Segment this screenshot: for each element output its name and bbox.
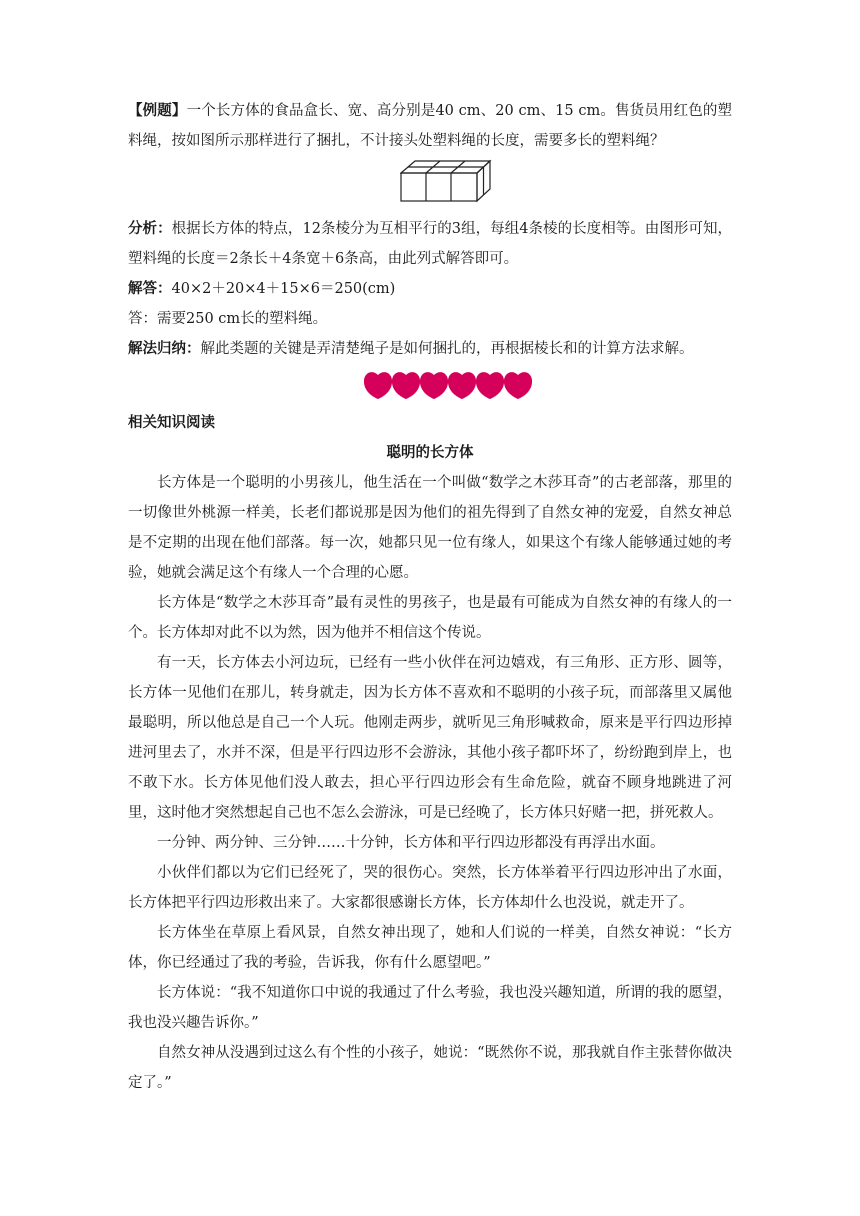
tied-box-diagram (400, 159, 492, 203)
method-label: 解法归纳： (128, 341, 201, 357)
solution (128, 274, 732, 304)
article-paragraph: 长方体坐在草原上看风景，自然女神出现了，她和人们说的一样美，自然女神说：“长方体，你已经通过了我的考验，告诉我，你有什么愿望吧。” (128, 925, 732, 971)
article-paragraph: 有一天，长方体去小河边玩，已经有一些小伙伴在河边嬉戏，有三角形、正方形、圆等，长方体一见他们在那儿，转身就走，因为长方体不喜欢和不聪明的小孩子玩，而部落里又属他最聪明，所以他总是自己一个人玩。他刚走两步，就听见三角形喊救命，原来是平行四边形掉进河里去了，水并不深，但是平行四边形不会游泳，其他小孩子都吓坏了，纷纷跑到岸上，也不敢下水。长方体见他们没人敢去，担心平行四边形会有生命危险，就奋不顾身地跳进了河里，这时他才突然想起自己也不怎么会游泳，可是已经晚了，长方体只好赌一把，拼死救人。 (128, 655, 732, 821)
heart-dot-icon (392, 372, 420, 399)
article-paragraph: 自然女神从没遇到过这么有个性的小孩子，她说：“既然你不说，那我就自作主张替你做决定了。” (128, 1045, 732, 1091)
method-summary (128, 334, 732, 364)
document-page (128, 96, 732, 1098)
heart-dot-icon (364, 372, 392, 399)
decorative-divider (128, 364, 732, 408)
solution-text: 40×2＋20×4＋15×6＝250(cm) (171, 281, 396, 297)
analysis-text: 根据长方体的特点，12条棱分为互相平行的3组，每组4条棱的长度相等。由图形可知，塑料绳的长度＝2条长＋4条宽＋6条高，由此列式解答即可。 (128, 221, 733, 267)
example-text: 一个长方体的食品盒长、宽、高分别是40 cm、20 cm、15 cm。售货员用红色的塑料绳，按如图所示那样进行了捆扎，不计接头处塑料绳的长度，需要多长的塑料绳？ (128, 103, 732, 149)
article-paragraph: 小伙伴们都以为它们已经死了，哭的很伤心。突然，长方体举着平行四边形冲出了水面，长方体把平行四边形救出来了。大家都很感谢长方体，长方体却什么也没说，就走开了。 (128, 865, 732, 911)
heart-dot-icon (448, 372, 476, 399)
heart-dot-icon (504, 372, 532, 399)
answer: 答：需要250 cm长的塑料绳。 (128, 311, 328, 327)
article-paragraph: 一分钟、两分钟、三分钟……十分钟，长方体和平行四边形都没有再浮出水面。 (157, 835, 665, 851)
analysis-label: 分析： (128, 221, 172, 237)
heart-dot-icon (420, 372, 448, 399)
article-body (128, 468, 732, 1098)
heart-dots-divider (364, 370, 532, 400)
article-paragraph: 长方体说：“我不知道你口中说的我通过了什么考验，我也没兴趣知道，所谓的我的愿望，我也没兴趣告诉你。” (128, 985, 732, 1031)
box-figure (128, 159, 732, 209)
example-problem (128, 96, 732, 156)
example-label: 【例题】 (128, 103, 187, 119)
article-paragraph: 长方体是一个聪明的小男孩儿，他生活在一个叫做“数学之木莎耳奇”的古老部落，那里的一切像世外桃源一样美，长老们都说那是因为他们的祖先得到了自然女神的宠爱，自然女神总是不定期的出现在他们部落。每一次，她都只见一位有缘人，如果这个有缘人能够通过她的考验，她就会满足这个有缘人一个合理的心愿。 (128, 475, 732, 581)
solution-label: 解答： (128, 281, 172, 297)
article-title: 聪明的长方体 (386, 445, 474, 461)
section-title: 相关知识阅读 (128, 415, 215, 431)
method-text: 解此类题的关键是弄清楚绳子是如何捆扎的，再根据棱长和的计算方法求解。 (200, 341, 694, 357)
analysis (128, 214, 732, 274)
heart-dot-icon (476, 372, 504, 399)
article-paragraph: 长方体是“数学之木莎耳奇”最有灵性的男孩子，也是最有可能成为自然女神的有缘人的一个。长方体却对此不以为然，因为他并不相信这个传说。 (128, 595, 732, 641)
